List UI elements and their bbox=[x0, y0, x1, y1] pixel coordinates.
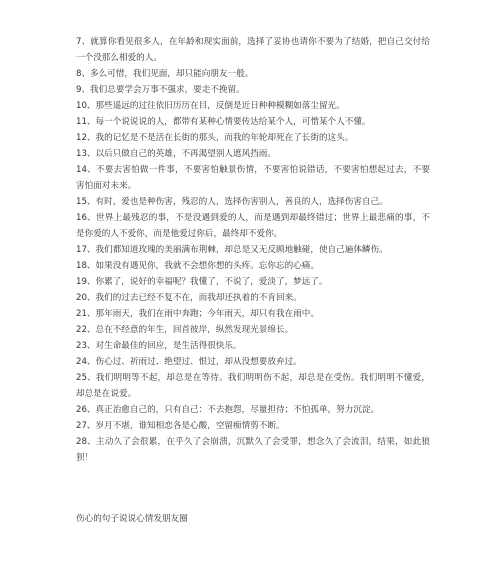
list-item: 16、世界上最残忍的事，不是没遇到爱的人，而是遇到却最终错过；世界上最悲痛的事，不是你爱的人不爱你，而是他爱过你后，最终却不爱你。 bbox=[76, 213, 430, 239]
list-item: 22、总在不经意的年生，回首彼岸，纵然发现光景绵长。 bbox=[76, 325, 294, 335]
list-item: 11、每一个说说说的人，都带有某种心情要传达给某个人，可惜某个人不懂。 bbox=[76, 117, 371, 127]
list-item: 20、我们的过去已经不复不在，而我却还执着的不肯回来。 bbox=[76, 293, 302, 303]
list-item: 13、以后只做自己的英雄，不再渴望别人遮风挡雨。 bbox=[76, 149, 276, 159]
list-item: 9、我们总要学会万事不强求，要走不挽留。 bbox=[76, 85, 245, 95]
list-item: 18、如果没有遇见你，我就不会想你想的头疼。忘你忘的心痛。 bbox=[76, 261, 319, 271]
list-item: 25、我们明明等不起，却总是在等待。我们明明伤不起，却总是在受伤。我们明明不懂爱，却总是在说爱。 bbox=[76, 373, 430, 399]
list-item: 10、那些遥远的过往依旧历历在目，反倒是近日种种模糊如落尘留光。 bbox=[76, 101, 345, 111]
list-item: 28、主动久了会很累，在乎久了会崩溃，沉默久了会受罪，想念久了会流泪，结果，如此狼狈！ bbox=[76, 437, 430, 463]
list-item: 7、就算你看见很多人，在年龄和现实面前，选择了妥协也请你不要为了结婚，把自己交付给一个没那么相爱的人。 bbox=[76, 37, 430, 63]
list-item: 23、对生命最佳的回应，是生活得很快乐。 bbox=[76, 341, 242, 351]
section-title: 伤心的句子说说心情发朋友圈 bbox=[76, 514, 188, 524]
list-item: 14、不要去害怕做一件事，不要害怕触景伤情，不要害怕说错话，不要害怕想起过去，不要害怕面对未来。 bbox=[76, 165, 430, 191]
list-item: 21、那年雨天，我们在雨中奔跑；今年雨天，却只有我在雨中。 bbox=[76, 309, 319, 319]
list-item: 15、有时，爱也是种伤害，残忍的人，选择伤害别人，善良的人，选择伤害自己。 bbox=[76, 197, 388, 207]
quote-list bbox=[76, 34, 430, 466]
list-item: 24、伤心过、祈雨过、绝望过、恨过，却从没想要放弃过。 bbox=[76, 357, 302, 367]
list-item: 8、多么可惜，我们见面，却只能向朋友一般。 bbox=[76, 69, 254, 79]
list-item: 17、我们都知道玫瑰的美丽满布荆棘，却总是又无反顾地触碰，使自己遍体鳞伤。 bbox=[76, 245, 388, 255]
list-item: 19、你累了，说好的幸福呢？我懂了，不说了，爱淡了，梦远了。 bbox=[76, 277, 328, 287]
list-item: 26、真正治愈自己的，只有自己：不去抱怨，尽量担待；不怕孤单，努力沉淀。 bbox=[76, 405, 380, 415]
list-item: 27、岁月不堪，谁知相恋各是心酸，空留痴情剪不断。 bbox=[76, 421, 285, 431]
list-item: 12、我的记忆是不是活在长街的那头，而我的年轮却死在了长街的这头。 bbox=[76, 133, 354, 143]
